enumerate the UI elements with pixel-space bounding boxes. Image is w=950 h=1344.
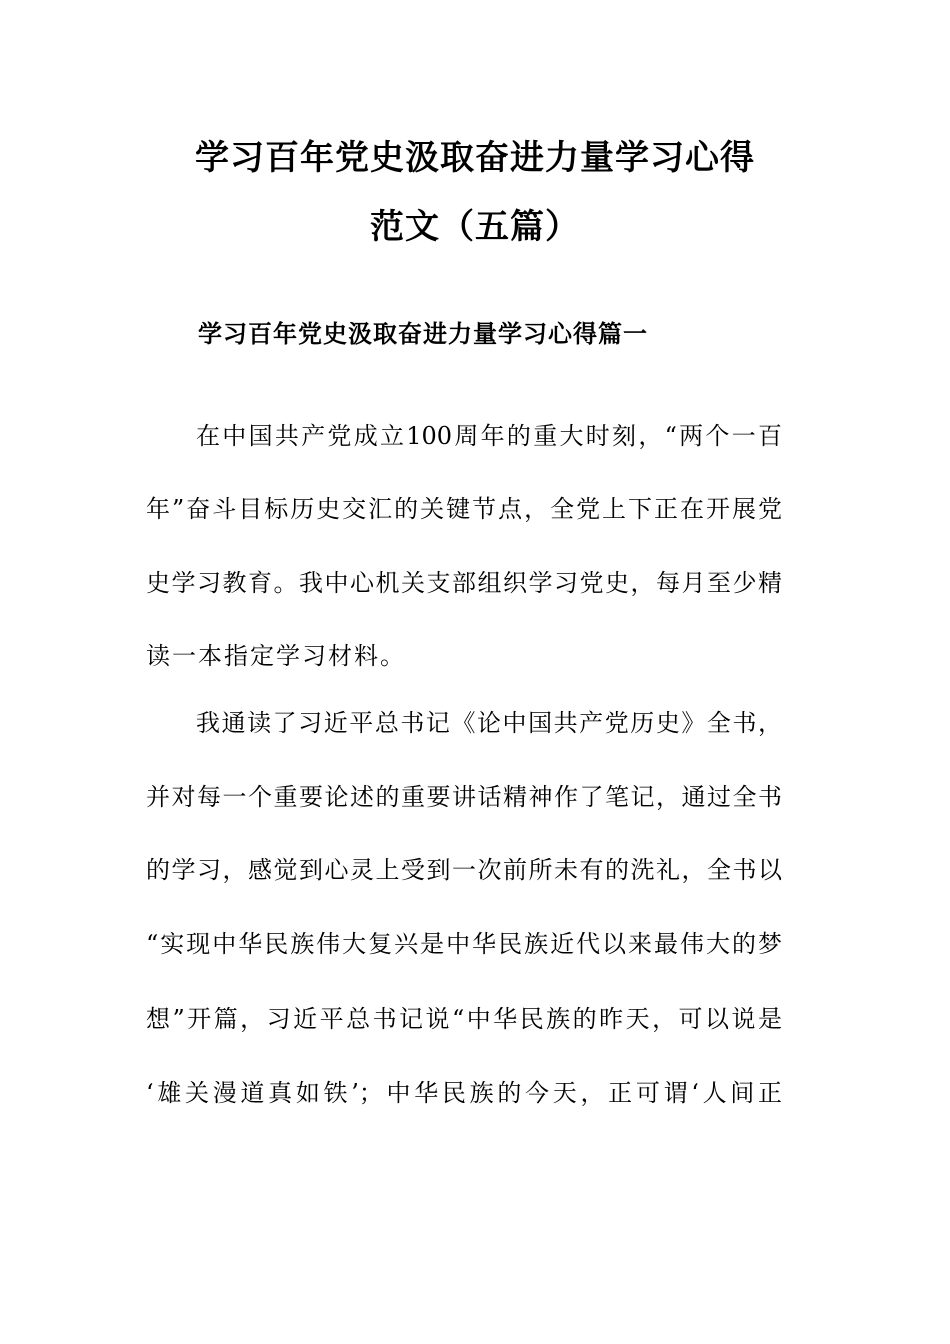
paragraph-1-line-2: 年”奋斗目标历史交汇的关键节点，全党上下正在开展党 [146,495,782,523]
document-title-line-1: 学习百年党史汲取奋进力量学习心得 [195,138,755,178]
paragraph-2-line-2: 并对每一个重要论述的重要讲话精神作了笔记，通过全书 [146,783,782,811]
paragraph-2-line-4: “实现中华民族伟大复兴是中华民族近代以来最伟大的梦 [146,930,782,958]
paragraph-1-line-3: 史学习教育。我中心机关支部组织学习党史，每月至少精 [146,569,782,597]
paragraph-1-line-1: 在中国共产党成立100周年的重大时刻，“两个一百 [196,422,782,450]
paragraph-2-line-3: 的学习，感觉到心灵上受到一次前所未有的洗礼，全书以 [146,856,782,884]
paragraph-2-line-6: ‘雄关漫道真如铁’；中华民族的今天，正可谓‘人间正 [146,1079,782,1107]
paragraph-2-line-1: 我通读了习近平总书记《论中国共产党历史》全书， [196,709,782,737]
document-title-line-2: 范文（五篇） [370,207,580,247]
paragraph-2-line-5: 想”开篇，习近平总书记说“中华民族的昨天，可以说是 [146,1005,782,1033]
section-heading: 学习百年党史汲取奋进力量学习心得篇一 [198,320,648,348]
paragraph-1-line-4: 读一本指定学习材料。 [146,642,406,670]
